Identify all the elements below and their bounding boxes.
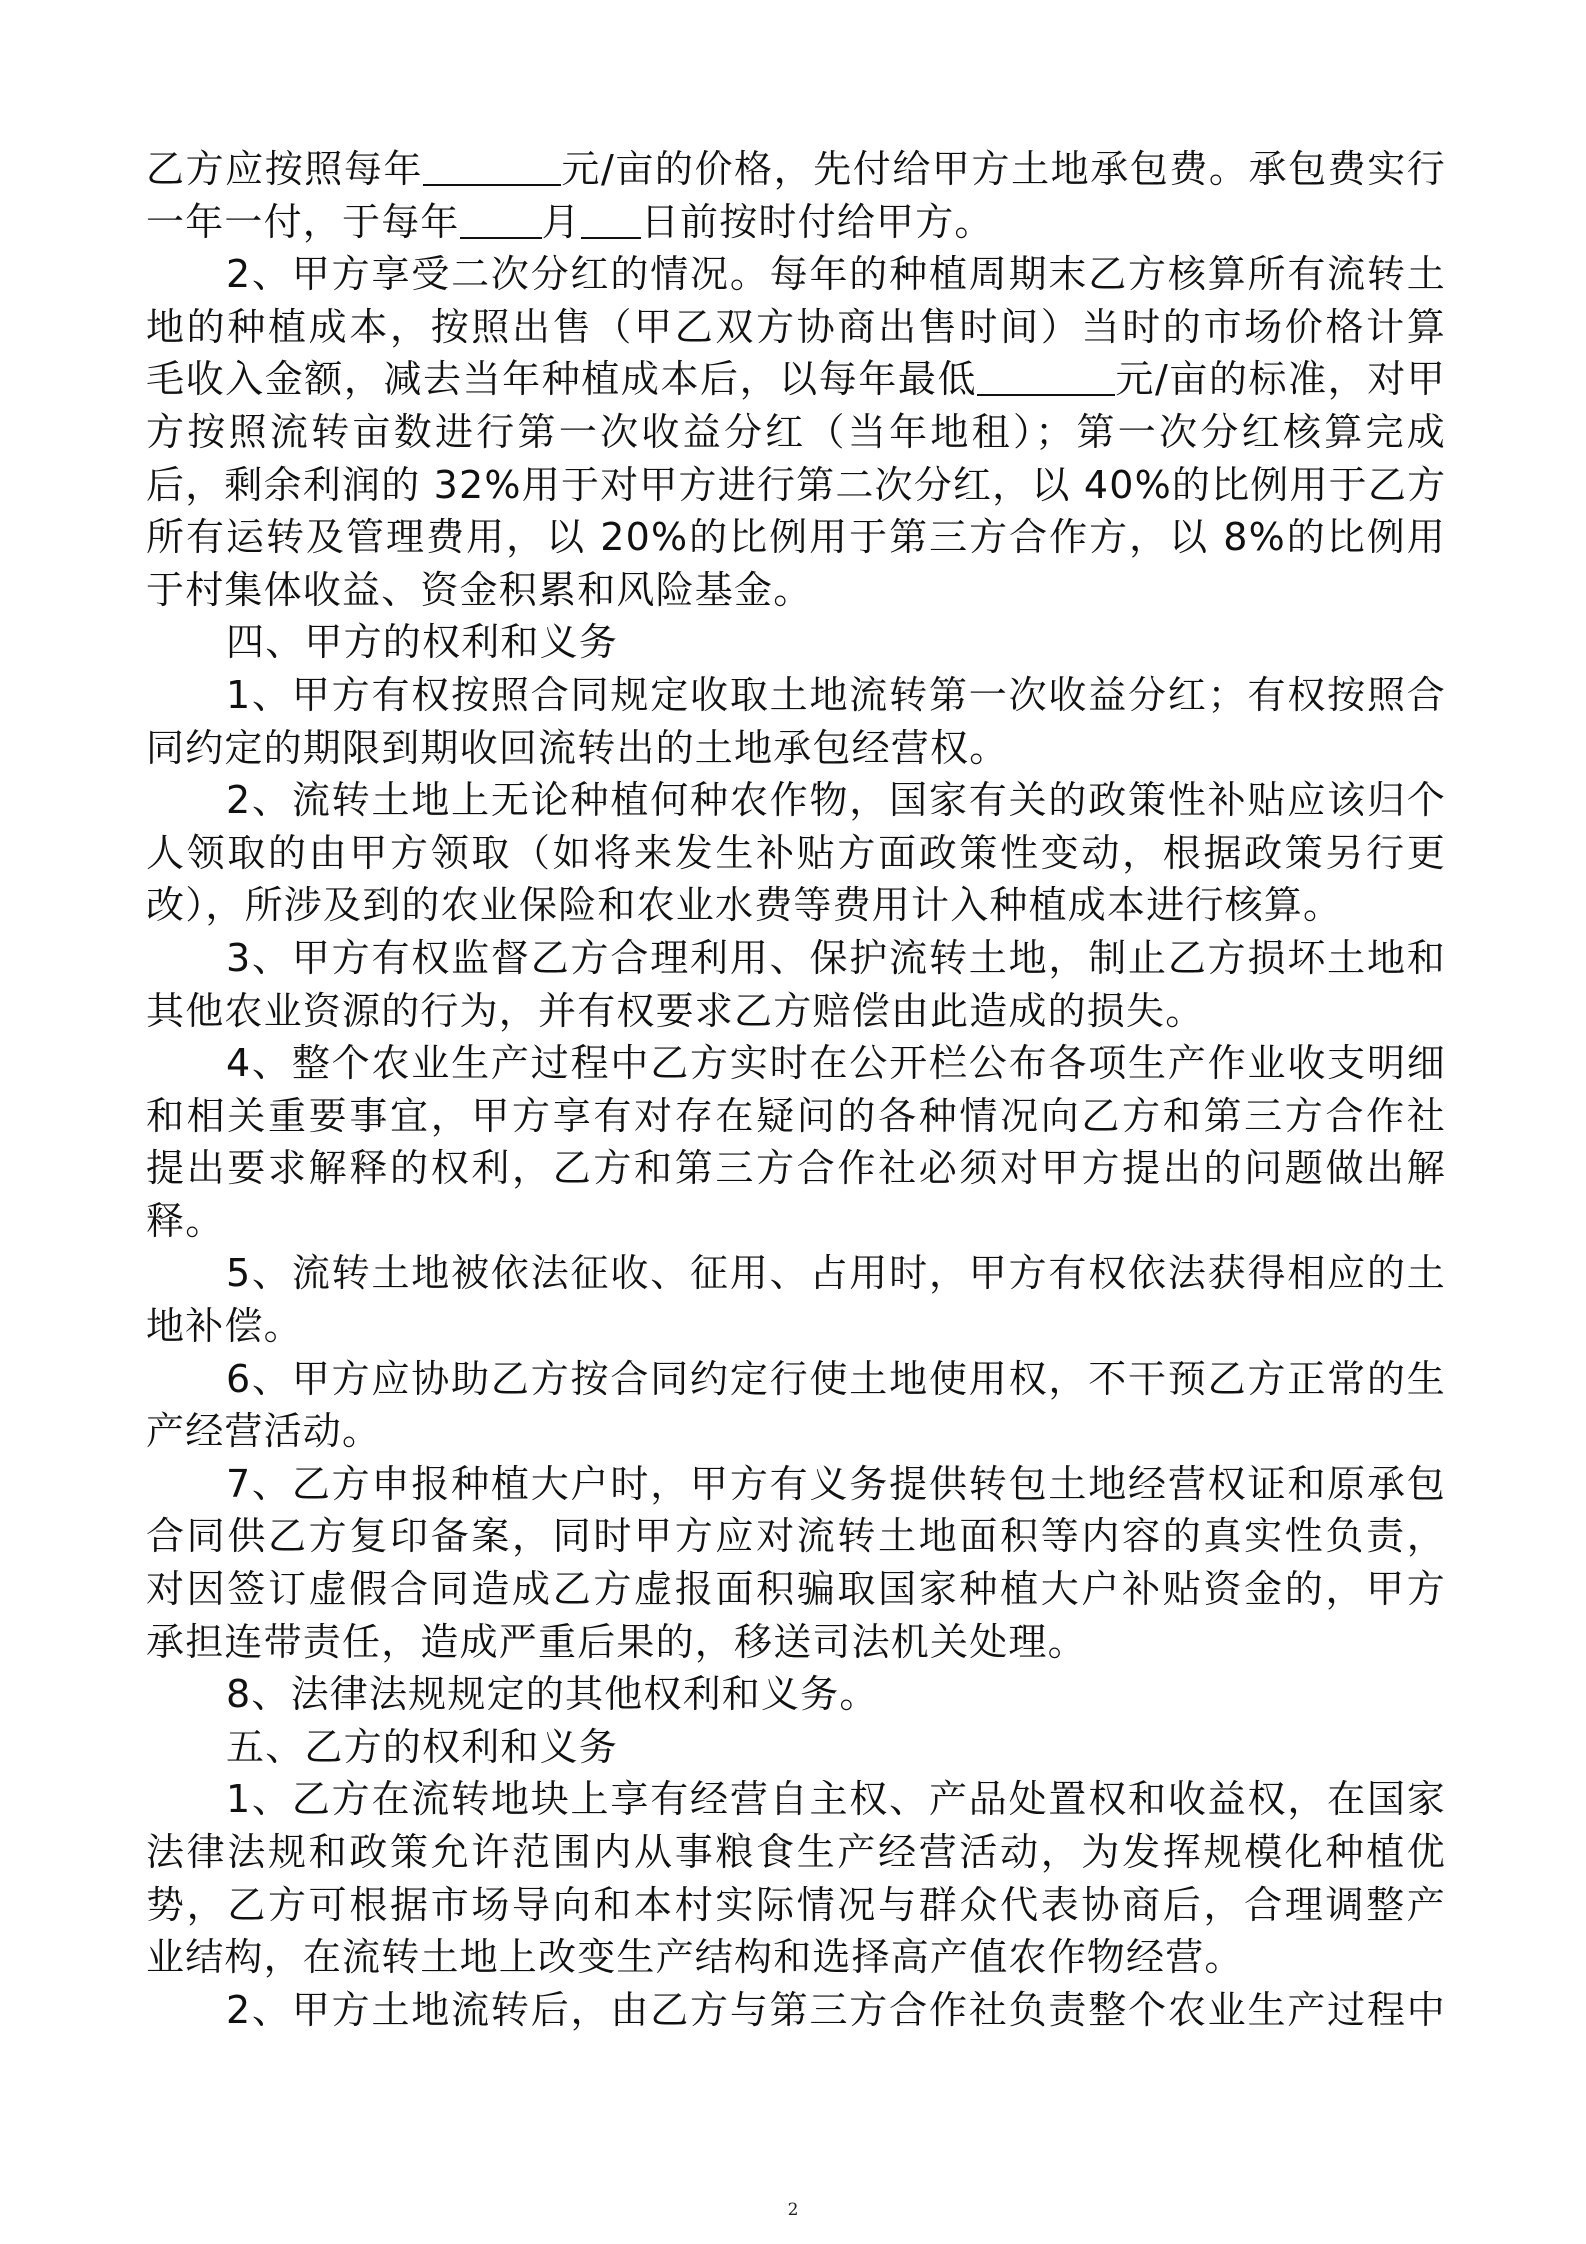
text-line: 1、甲方有权按照合同规定收取土地流转第一次收益分红；有权按照合 <box>226 672 1446 717</box>
text-line: 地补偿。 <box>146 1304 303 1349</box>
text-line: 1、乙方在流转地块上享有经营自主权、产品处置权和收益权，在国家 <box>226 1777 1446 1822</box>
text-line: 承担连带责任，造成严重后果的，移送司法机关处理。 <box>146 1619 1087 1664</box>
text-line: 3、甲方有权监督乙方合理利用、保护流转土地，制止乙方损坏土地和 <box>226 935 1446 980</box>
fill-blank-month <box>460 199 542 239</box>
text-line: 毛收入金额，减去当年种植成本后，以每年最低 元/亩的标准，对甲 <box>146 357 1447 402</box>
text-line: 地的种植成本，按照出售（甲乙双方协商出售时间）当时的市场价格计算 <box>146 304 1446 349</box>
text-line: 7、乙方申报种植大户时，甲方有义务提供转包土地经营权证和原承包 <box>226 1461 1446 1506</box>
section-heading: 五、乙方的权利和义务 <box>226 1724 619 1769</box>
text-line: 6、甲方应协助乙方按合同约定行使土地使用权，不干预乙方正常的生 <box>226 1356 1446 1401</box>
text-line: 方按照流转亩数进行第一次收益分红（当年地租）；第一次分红核算完成 <box>146 409 1446 454</box>
text-line: 对因签订虚假合同造成乙方虚报面积骗取国家种植大户补贴资金的，甲方 <box>146 1567 1446 1612</box>
text-line: 一年一付，于每年 月 日前按时付给甲方。 <box>146 199 994 244</box>
text-line: 于村集体收益、资金积累和风险基金。 <box>146 567 813 612</box>
text-line: 乙方应按照每年 元/亩的价格，先付给甲方土地承包费。承包费实行 <box>146 147 1446 191</box>
text-line: 和相关重要事宜，甲方享有对存在疑问的各种情况向乙方和第三方合作社 <box>146 1093 1446 1138</box>
text-line: 释。 <box>146 1198 225 1243</box>
text-line: 4、整个农业生产过程中乙方实时在公开栏公布各项生产作业收支明细 <box>226 1041 1446 1086</box>
fill-blank-annual-price <box>423 146 561 186</box>
text-line: 提出要求解释的权利，乙方和第三方合作社必须对甲方提出的问题做出解 <box>146 1146 1446 1191</box>
text-line: 法律法规和政策允许范围内从事粮食生产经营活动，为发挥规模化种植优 <box>146 1830 1446 1874</box>
text-line: 2、流转土地上无论种植何种农作物，国家有关的政策性补贴应该归个 <box>226 778 1446 823</box>
section-heading: 四、甲方的权利和义务 <box>226 620 619 665</box>
text-line: 2、甲方土地流转后，由乙方与第三方合作社负责整个农业生产过程中 <box>226 1987 1446 2032</box>
text-line: 8、法律法规规定的其他权利和义务。 <box>226 1672 879 1717</box>
text-line: 业结构，在流转土地上改变生产结构和选择高产值农作物经营。 <box>146 1935 1244 1980</box>
text-line: 所有运转及管理费用，以 20%的比例用于第三方合作方，以 8%的比例用 <box>146 515 1446 560</box>
text-line: 改），所涉及到的农业保险和农业水费等费用计入种植成本进行核算。 <box>146 883 1343 928</box>
text-line: 合同供乙方复印备案，同时甲方应对流转土地面积等内容的真实性负责， <box>146 1514 1446 1559</box>
text-line: 人领取的由甲方领取（如将来发生补贴方面政策性变动，根据政策另行更 <box>146 830 1446 875</box>
fill-blank-day <box>581 199 641 239</box>
text-line: 其他农业资源的行为，并有权要求乙方赔偿由此造成的损失。 <box>146 988 1205 1033</box>
page-number: 2 <box>787 2200 799 2220</box>
text-line: 后，剩余利润的 32%用于对甲方进行第二次分红，以 40%的比例用于乙方 <box>146 462 1447 507</box>
fill-blank-minimum-rate <box>977 356 1115 396</box>
text-line: 2、甲方享受二次分红的情况。每年的种植周期末乙方核算所有流转土 <box>226 252 1446 297</box>
text-line: 5、流转土地被依法征收、征用、占用时，甲方有权依法获得相应的土 <box>226 1251 1446 1296</box>
text-line: 产经营活动。 <box>146 1409 382 1454</box>
text-line: 势，乙方可根据市场导向和本村实际情况与群众代表协商后，合理调整产 <box>146 1882 1446 1927</box>
document-page <box>146 143 1446 2036</box>
text-line: 同约定的期限到期收回流转出的土地承包经营权。 <box>146 725 1009 770</box>
